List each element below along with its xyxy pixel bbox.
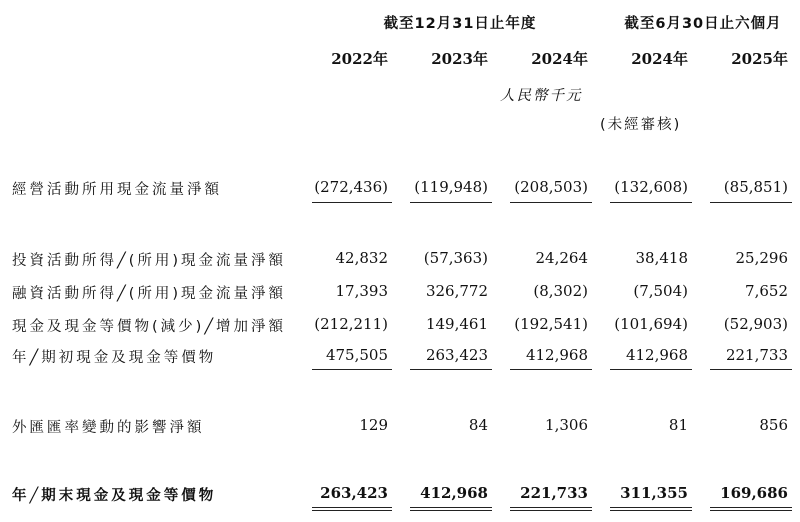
- cell-closing-cash-2025-hy: 169,686: [720, 484, 788, 502]
- row-label-investing: 投資活動所得╱(所用)現金流量淨額: [12, 253, 287, 269]
- cell-financing-2024-hy: (7,504): [633, 282, 688, 300]
- cell-investing-2024-hy: 38,418: [635, 249, 688, 267]
- cell-opening-cash-2025-hy: 221,733: [725, 346, 788, 364]
- year-header-2023: 2023年: [431, 50, 488, 68]
- row-label-fx-effect: 外匯匯率變動的影響淨額: [12, 420, 205, 436]
- group-header-six-months: 截至6月30日止六個月: [624, 16, 782, 32]
- cell-fx-effect-2024-hy: 81: [668, 416, 688, 434]
- underline-operating-2023: [410, 202, 492, 203]
- cell-net-change-2024-fy: (192,541): [514, 315, 588, 333]
- cell-financing-2024-fy: (8,302): [533, 282, 588, 300]
- underline-operating-2022: [312, 202, 392, 203]
- year-header-2024-fy: 2024年: [531, 50, 588, 68]
- underline-operating-2024-hy: [610, 202, 692, 203]
- cell-investing-2022: 42,832: [335, 249, 388, 267]
- cell-fx-effect-2025-hy: 856: [759, 416, 788, 434]
- cell-net-change-2024-hy: (101,694): [614, 315, 688, 333]
- cell-opening-cash-2022: 475,505: [325, 346, 388, 364]
- cell-net-change-2023: 149,461: [425, 315, 488, 333]
- double-underline-closing-2025-hy: [710, 507, 792, 511]
- cell-opening-cash-2024-hy: 412,968: [625, 346, 688, 364]
- cell-investing-2024-fy: 24,264: [535, 249, 588, 267]
- cell-fx-effect-2022: 129: [359, 416, 388, 434]
- cell-financing-2025-hy: 7,652: [745, 282, 788, 300]
- cell-operating-2024-hy: (132,608): [614, 178, 688, 196]
- row-label-closing-cash: 年╱期末現金及現金等價物: [12, 488, 217, 504]
- underline-opening-2024-hy: [610, 369, 692, 370]
- underline-opening-2025-hy: [710, 369, 792, 370]
- cell-fx-effect-2024-fy: 1,306: [545, 416, 588, 434]
- row-label-opening-cash: 年╱期初現金及現金等價物: [12, 350, 217, 366]
- cell-closing-cash-2024-hy: 311,355: [620, 484, 688, 502]
- underline-operating-2025-hy: [710, 202, 792, 203]
- year-header-2022: 2022年: [331, 50, 388, 68]
- group-header-fiscal-year: 截至12月31日止年度: [383, 16, 537, 32]
- cell-operating-2023: (119,948): [414, 178, 488, 196]
- cell-financing-2023: 326,772: [425, 282, 488, 300]
- double-underline-closing-2024-hy: [610, 507, 692, 511]
- double-underline-closing-2023: [410, 507, 492, 511]
- cell-investing-2025-hy: 25,296: [735, 249, 788, 267]
- cell-opening-cash-2023: 263,423: [425, 346, 488, 364]
- cell-closing-cash-2023: 412,968: [420, 484, 488, 502]
- row-label-operating: 經營活動所用現金流量淨額: [12, 182, 222, 198]
- underline-opening-2023: [410, 369, 492, 370]
- underline-operating-2024-fy: [510, 202, 592, 203]
- year-header-2025-hy: 2025年: [731, 50, 788, 68]
- cell-operating-2025-hy: (85,851): [723, 178, 788, 196]
- cell-opening-cash-2024-fy: 412,968: [525, 346, 588, 364]
- cell-net-change-2022: (212,211): [314, 315, 388, 333]
- unaudited-label: (未經審核): [600, 117, 682, 133]
- cell-operating-2024-fy: (208,503): [514, 178, 588, 196]
- unit-label: 人民幣千元: [500, 88, 583, 104]
- cell-operating-2022: (272,436): [314, 178, 388, 196]
- cell-fx-effect-2023: 84: [468, 416, 488, 434]
- cell-closing-cash-2024-fy: 221,733: [520, 484, 588, 502]
- row-label-financing: 融資活動所得╱(所用)現金流量淨額: [12, 286, 287, 302]
- cell-investing-2023: (57,363): [423, 249, 488, 267]
- year-header-2024-hy: 2024年: [631, 50, 688, 68]
- underline-opening-2022: [312, 369, 392, 370]
- double-underline-closing-2022: [312, 507, 392, 511]
- cell-closing-cash-2022: 263,423: [320, 484, 388, 502]
- row-label-net-change: 現金及現金等價物(減少)╱增加淨額: [12, 319, 287, 335]
- cell-net-change-2025-hy: (52,903): [723, 315, 788, 333]
- cell-financing-2022: 17,393: [335, 282, 388, 300]
- underline-opening-2024-fy: [510, 369, 592, 370]
- double-underline-closing-2024-fy: [510, 507, 592, 511]
